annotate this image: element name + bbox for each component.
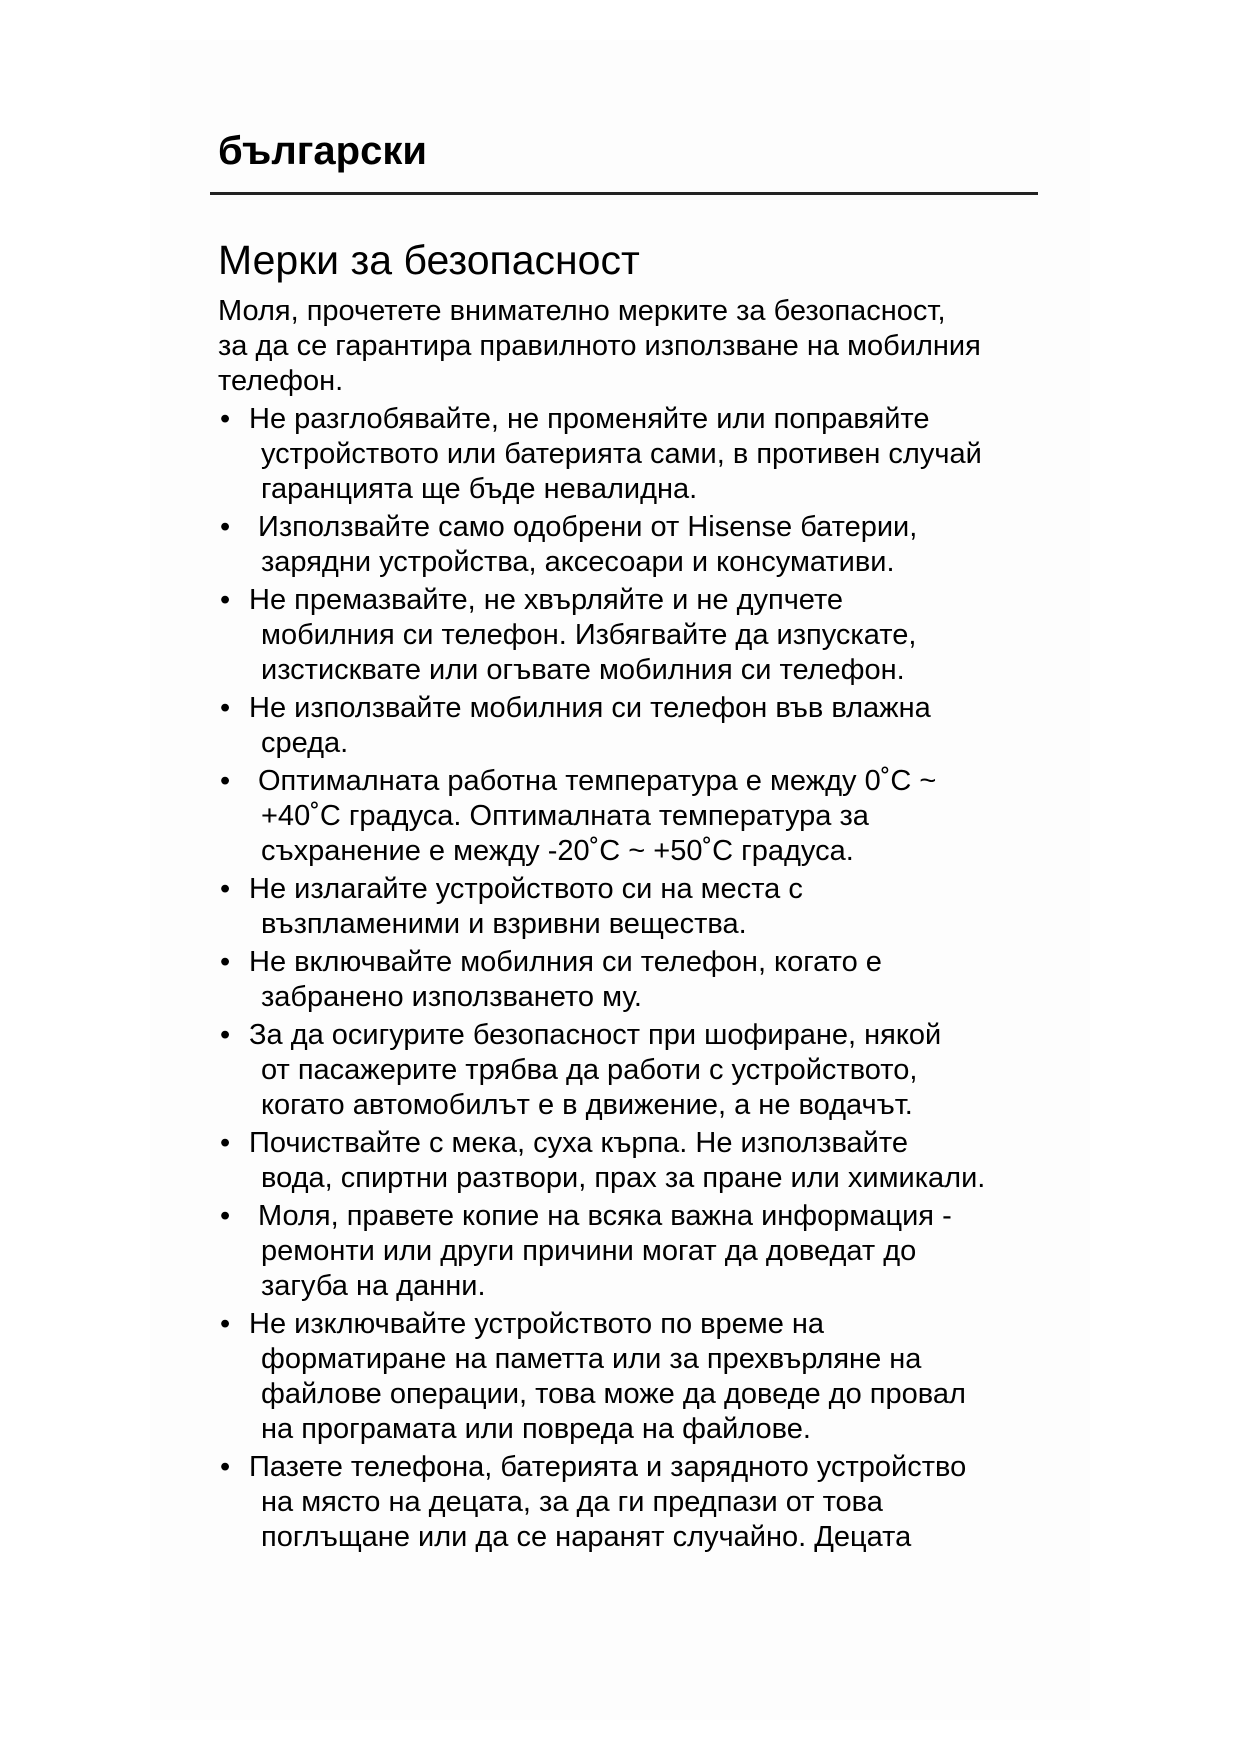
item-line: мобилния си телефон. Избягвайте да изпускате, [261,619,917,651]
item-line: когато автомобилът е в движение, а не водачът. [261,1089,913,1121]
bullet-icon: • [220,765,231,797]
item-line: на място на децата, за да ги предпази от това [261,1486,883,1518]
bullet-icon: • [220,1200,231,1232]
section-title: Мерки за безопасност [218,237,640,283]
item-line: изстисквате или огъвате мобилния си телефон. [261,654,905,686]
safety-item-temperature [218,764,1048,869]
intro-line: за да се гарантира правилното използване на мобилния [218,330,981,362]
bullet-icon: • [220,1308,231,1340]
item-line: +40˚C градуса. Оптималната температура за [261,800,869,832]
item-line: Пазете телефона, батерията и зарядното устройство [249,1451,967,1483]
item-line: Не премазвайте, не хвърляйте и не дупчете [249,584,844,616]
safety-item-cleaning [218,1126,1048,1196]
item-line: съхранение е между -20˚C ~ +50˚C градуса. [261,835,854,867]
safety-item-disassembly [218,402,1048,507]
item-line: Не излагайте устройството си на места с [249,873,803,905]
bullet-icon: • [220,946,231,978]
item-line: ремонти или други причини могат да доведат до [261,1235,917,1267]
language-title: български [218,129,427,173]
item-line: Моля, правете копие на всяка важна информация - [258,1200,952,1232]
item-line: на програмата или повреда на файлове. [261,1413,811,1445]
safety-item-flammable [218,872,1048,942]
item-line: Не включвайте мобилния си телефон, когато е [249,946,882,978]
item-line: файлове операции, това може да доведе до провал [261,1378,966,1410]
intro-line: Моля, прочетете внимателно мерките за безопасност, [218,295,946,327]
item-line: от пасажерите трябва да работи с устройството, [261,1054,918,1086]
item-line: Използвайте само одобрени от Hisense батерии, [258,511,918,543]
item-line: вода, спиртни разтвори, прах за пране или химикали. [261,1162,986,1194]
item-line: зарядни устройства, аксесоари и консумативи. [261,546,895,578]
item-line: Не разглобявайте, не променяйте или поправяйте [249,403,930,435]
bullet-icon: • [220,873,231,905]
item-line: За да осигурите безопасност при шофиране, някой [249,1019,942,1051]
intro-line: телефон. [218,365,344,397]
item-line: забранено използването му. [261,981,642,1013]
safety-item-driving [218,1018,1048,1123]
item-line: Не изключвайте устройството по време на [249,1308,825,1340]
title-divider [210,192,1038,195]
bullet-icon: • [220,584,231,616]
bullet-icon: • [220,1127,231,1159]
safety-item-humidity [218,691,1048,761]
safety-item-forbidden-use [218,945,1048,1015]
safety-item-children [218,1450,1048,1555]
item-line: устройството или батерията сами, в противен случай [261,438,982,470]
safety-item-approved-batteries [218,510,1048,580]
item-line: поглъщане или да се наранят случайно. Децата [261,1521,912,1553]
item-line: Почиствайте с мека, суха кърпа. Не използвайте [249,1127,908,1159]
bullet-icon: • [220,1019,231,1051]
item-line: възпламеними и взривни вещества. [261,908,747,940]
safety-list [218,402,1048,1558]
intro-paragraph [218,294,1038,399]
bullet-icon: • [220,1451,231,1483]
bullet-icon: • [220,403,231,435]
item-line: загуба на данни. [261,1270,486,1302]
item-line: гаранцията ще бъде невалидна. [261,473,698,505]
bullet-icon: • [220,511,231,543]
safety-item-physical-damage [218,583,1048,688]
item-line: форматиране на паметта или за прехвърляне на [261,1343,922,1375]
item-line: Не използвайте мобилния си телефон във влажна [249,692,931,724]
bullet-icon: • [220,692,231,724]
item-line: Оптималната работна температура е между 0˚C ~ [258,765,937,797]
safety-item-backup [218,1199,1048,1304]
safety-item-formatting [218,1307,1048,1447]
item-line: среда. [261,727,349,759]
